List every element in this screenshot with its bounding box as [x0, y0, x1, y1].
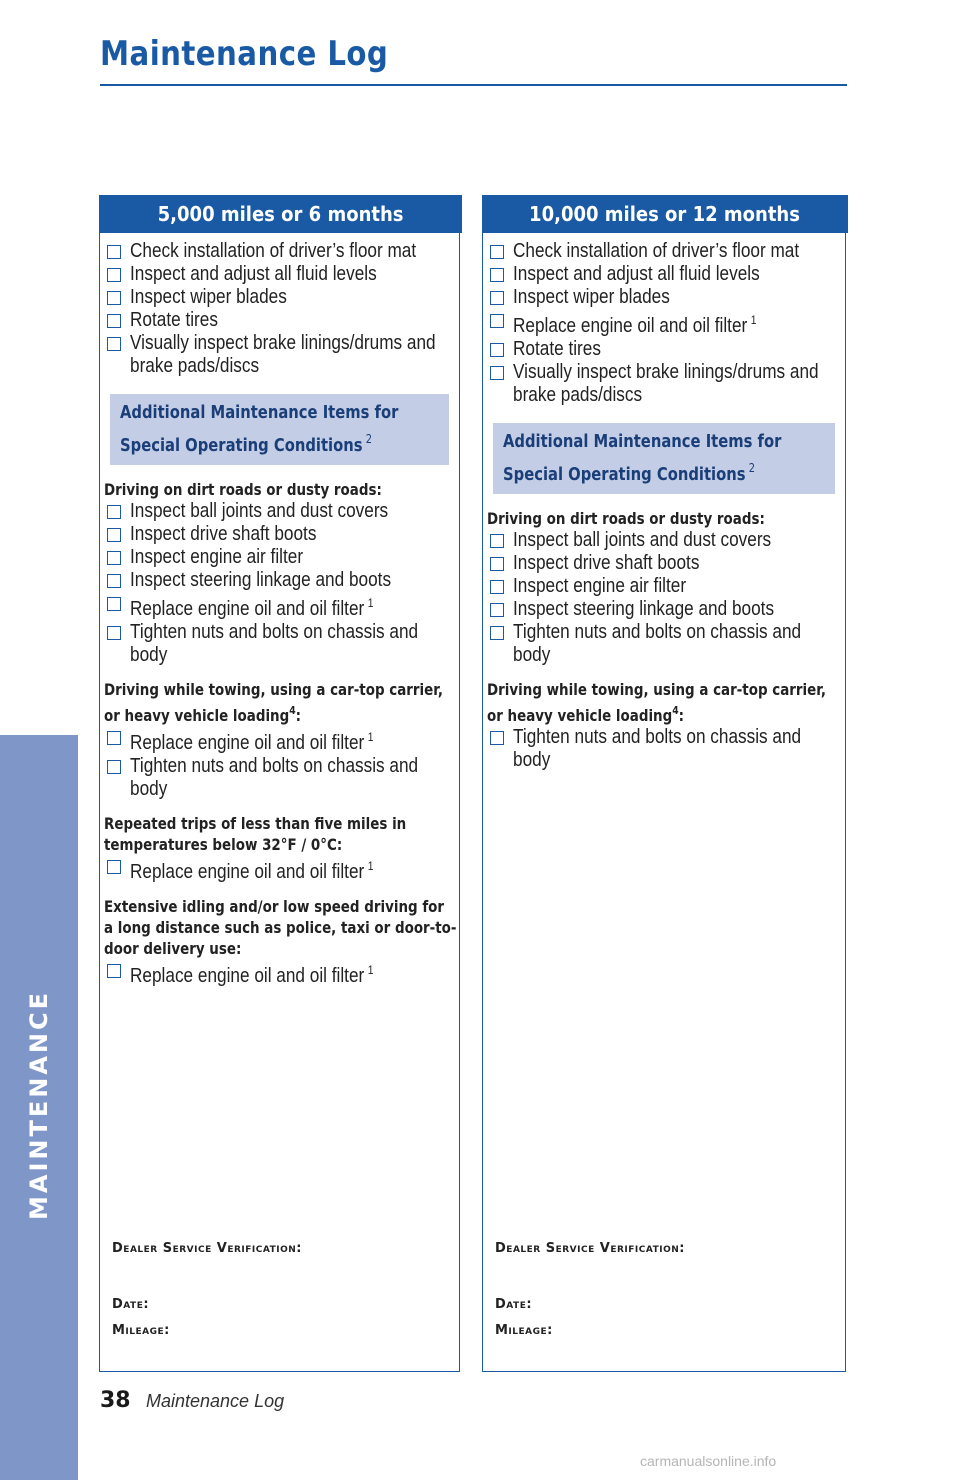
checkbox-icon[interactable]	[107, 964, 121, 978]
checklist-item-text	[513, 263, 795, 286]
checkbox-icon[interactable]	[107, 505, 121, 519]
checklist-item-label: Inspect engine air filter	[513, 575, 687, 597]
checkbox-icon[interactable]	[107, 760, 121, 774]
checkbox-icon[interactable]	[107, 245, 121, 259]
checklist-item-text	[130, 569, 410, 592]
checklist-item-text	[513, 286, 795, 309]
checklist-item-label: Inspect ball joints and dust covers	[130, 500, 389, 522]
date-label: Date:	[495, 1297, 533, 1312]
checklist-item-label: Rotate tires	[513, 338, 601, 360]
condition-group	[104, 813, 455, 884]
interval-content	[487, 240, 841, 784]
condition-heading-label: Extensive idling and/or low speed driving for a long distance such as police, taxi or door-to-door delivery use:	[104, 897, 457, 958]
checklist-item-label: Replace engine oil and oil filter	[130, 732, 365, 754]
checklist-item	[104, 621, 455, 667]
condition-group	[487, 679, 841, 772]
checklist-item	[487, 726, 841, 772]
checklist-item-text	[130, 855, 410, 884]
condition-heading	[487, 508, 841, 529]
checklist-item	[104, 569, 455, 592]
checklist-item-label: Tighten nuts and bolts on chassis and	[130, 755, 419, 777]
checklist-item-label: Check installation of driver’s floor mat	[513, 240, 800, 262]
checklist-item-text	[130, 332, 436, 378]
footnote-ref: 1	[367, 596, 374, 610]
checklist-item-label: Rotate tires	[130, 309, 218, 331]
checklist-item	[487, 338, 841, 361]
checkbox-icon[interactable]	[490, 731, 504, 745]
checkbox-icon[interactable]	[107, 860, 121, 874]
checklist-item	[487, 552, 841, 575]
condition-heading-label: Driving while towing, using a car-top carrier, or heavy vehicle loading	[487, 680, 827, 725]
checkbox-icon[interactable]	[490, 245, 504, 259]
special-conditions-title: Additional Maintenance Items for	[120, 402, 399, 423]
checklist-item	[487, 598, 841, 621]
checklist-item-continuation: brake pads/discs	[130, 355, 260, 377]
condition-heading-text	[104, 813, 457, 855]
checklist-item	[104, 263, 455, 286]
condition-heading-colon: :	[678, 706, 685, 725]
checklist-item-text	[130, 240, 417, 263]
condition-heading-label: Driving while towing, using a car-top carrier, or heavy vehicle loading	[104, 680, 444, 725]
footnote-ref: 4	[672, 704, 679, 717]
interval-header: 10,000 miles or 12 months	[482, 195, 848, 233]
checklist-item-label: Inspect and adjust all fluid levels	[513, 263, 760, 285]
checklist-item-label: Inspect engine air filter	[130, 546, 304, 568]
page-number: 38	[100, 1388, 131, 1413]
checklist-item-text	[130, 621, 419, 667]
checklist-item-text	[130, 959, 410, 988]
condition-heading-label: Driving on dirt roads or dusty roads:	[104, 480, 382, 499]
checkbox-icon[interactable]	[490, 268, 504, 282]
checklist-item	[487, 286, 841, 309]
side-tab-label: MAINTENANCE	[25, 990, 53, 1220]
checklist-item-text	[513, 361, 819, 407]
checklist-item-text	[130, 500, 410, 523]
footnote-ref: 1	[750, 313, 757, 327]
condition-heading-text	[487, 679, 840, 726]
checkbox-icon[interactable]	[107, 551, 121, 565]
footnote-ref: 2	[748, 461, 756, 475]
checklist-item-continuation: body	[513, 749, 551, 771]
checklist-item	[104, 959, 455, 988]
checklist-item	[104, 592, 455, 621]
special-conditions-subtitle-text: Special Operating Conditions	[120, 435, 363, 456]
special-conditions-title: Additional Maintenance Items for	[503, 431, 782, 452]
checklist-item-text	[130, 726, 410, 755]
checklist-item-text	[130, 755, 419, 801]
interval-column-10000	[482, 195, 846, 1372]
interval-column-5000	[99, 195, 460, 1372]
checkbox-icon[interactable]	[490, 534, 504, 548]
checklist-item-label: Inspect ball joints and dust covers	[513, 529, 772, 551]
special-conditions-subtitle-text: Special Operating Conditions	[503, 464, 746, 485]
checklist-item	[104, 500, 455, 523]
checkbox-icon[interactable]	[107, 268, 121, 282]
condition-heading-label: Repeated trips of less than five miles in temperatures below 32°F / 0°C:	[104, 814, 407, 854]
checklist-item	[104, 855, 455, 884]
checkbox-icon[interactable]	[490, 603, 504, 617]
checkbox-icon[interactable]	[107, 597, 121, 611]
checklist-item-text	[130, 546, 410, 569]
checklist-item	[104, 755, 455, 801]
checklist-item-continuation: body	[513, 644, 551, 666]
checklist-item	[104, 240, 455, 263]
checkbox-icon[interactable]	[107, 337, 121, 351]
footnote-ref: 1	[367, 963, 374, 977]
checklist-item	[487, 529, 841, 552]
checklist-item	[104, 726, 455, 755]
interval-content	[104, 240, 455, 1000]
checklist-item	[487, 263, 841, 286]
condition-heading-text	[104, 679, 457, 726]
checklist-item-text	[130, 592, 410, 621]
checklist-item-text	[130, 309, 410, 332]
condition-heading	[487, 679, 841, 726]
condition-heading	[104, 896, 455, 959]
interval-header: 5,000 miles or 6 months	[99, 195, 462, 233]
title-divider	[100, 84, 847, 86]
checklist-item	[487, 361, 841, 407]
checklist-item-text	[513, 552, 795, 575]
page-title: Maintenance Log	[100, 34, 389, 74]
checklist-item-text	[513, 598, 795, 621]
checklist-item	[104, 309, 455, 332]
footnote-ref: 2	[365, 432, 373, 446]
checkbox-icon[interactable]	[107, 314, 121, 328]
checklist-item	[487, 621, 841, 667]
checklist-item-label: Tighten nuts and bolts on chassis and	[130, 621, 419, 643]
checklist-item-label: Replace engine oil and oil filter	[130, 598, 365, 620]
checkbox-icon[interactable]	[107, 528, 121, 542]
checklist-item-label: Inspect steering linkage and boots	[130, 569, 392, 591]
checklist-item	[104, 546, 455, 569]
condition-heading-text	[104, 896, 457, 959]
condition-heading	[104, 813, 455, 855]
checkbox-icon[interactable]	[490, 557, 504, 571]
checklist-item-label: Tighten nuts and bolts on chassis and	[513, 621, 802, 643]
condition-heading-colon: :	[295, 706, 302, 725]
checklist-item-label: Inspect drive shaft boots	[513, 552, 700, 574]
checklist-item-label: Visually inspect brake linings/drums and	[513, 361, 819, 383]
checklist-item-text	[513, 621, 802, 667]
checklist-item-label: Inspect and adjust all fluid levels	[130, 263, 377, 285]
checklist-item-label: Replace engine oil and oil filter	[513, 315, 748, 337]
condition-group	[104, 479, 455, 667]
checkbox-icon[interactable]	[107, 731, 121, 745]
checklist-item-text	[513, 240, 800, 263]
condition-heading	[104, 679, 455, 726]
checklist-item-text	[130, 286, 410, 309]
checkbox-icon[interactable]	[490, 314, 504, 328]
checklist-item	[487, 309, 841, 338]
checklist-item-label: Inspect steering linkage and boots	[513, 598, 775, 620]
checklist-item-text	[513, 726, 802, 772]
checklist-item-continuation: body	[130, 644, 168, 666]
checkbox-icon[interactable]	[107, 291, 121, 305]
condition-heading	[104, 479, 455, 500]
checklist-item-label: Tighten nuts and bolts on chassis and	[513, 726, 802, 748]
checklist-item-text	[130, 263, 410, 286]
checklist-item	[487, 575, 841, 598]
dealer-verification-label: Dealer Service Verification:	[495, 1241, 686, 1256]
checkbox-icon[interactable]	[490, 626, 504, 640]
special-conditions-box	[493, 423, 835, 494]
dealer-verification	[112, 1241, 442, 1371]
footer-label: Maintenance Log	[146, 1391, 285, 1411]
checklist-item-continuation: body	[130, 778, 168, 800]
checkbox-icon[interactable]	[107, 626, 121, 640]
checkbox-icon[interactable]	[490, 343, 504, 357]
checkbox-icon[interactable]	[490, 291, 504, 305]
checklist-item-text	[130, 523, 410, 546]
checklist-item-label: Replace engine oil and oil filter	[130, 965, 365, 987]
watermark: carmanualsonline.info	[640, 1453, 777, 1469]
checklist-item-label: Check installation of driver’s floor mat	[130, 240, 417, 262]
mileage-label: Mileage:	[495, 1323, 553, 1338]
footnote-ref: 4	[289, 704, 296, 717]
checklist-item-label: Inspect wiper blades	[130, 286, 287, 308]
checklist-item-text	[513, 309, 795, 338]
special-conditions-subtitle	[503, 455, 755, 488]
condition-heading-text	[487, 508, 840, 529]
condition-group	[487, 508, 841, 667]
checklist-item	[487, 240, 841, 263]
checklist-item	[104, 332, 455, 378]
checklist-item	[104, 523, 455, 546]
condition-heading-label: Driving on dirt roads or dusty roads:	[487, 509, 765, 528]
condition-group	[104, 679, 455, 801]
condition-group	[104, 896, 455, 988]
checkbox-icon[interactable]	[490, 580, 504, 594]
footnote-ref: 1	[367, 859, 374, 873]
date-label: Date:	[112, 1297, 150, 1312]
checklist-item-label: Inspect wiper blades	[513, 286, 670, 308]
checklist-item-label: Visually inspect brake linings/drums and	[130, 332, 436, 354]
checklist-item	[104, 286, 455, 309]
dealer-verification-label: Dealer Service Verification:	[112, 1241, 303, 1256]
special-conditions-subtitle	[120, 426, 372, 459]
mileage-label: Mileage:	[112, 1323, 170, 1338]
checklist-item-text	[513, 338, 795, 361]
checklist-item-label: Replace engine oil and oil filter	[130, 861, 365, 883]
dealer-verification	[495, 1241, 825, 1371]
checkbox-icon[interactable]	[107, 574, 121, 588]
checklist-item-label: Inspect drive shaft boots	[130, 523, 317, 545]
checklist-item-continuation: brake pads/discs	[513, 384, 643, 406]
checkbox-icon[interactable]	[490, 366, 504, 380]
special-conditions-box	[110, 394, 449, 465]
footnote-ref: 1	[367, 730, 374, 744]
checklist-item-text	[513, 529, 795, 552]
condition-heading-text	[104, 479, 457, 500]
checklist-item-text	[513, 575, 795, 598]
